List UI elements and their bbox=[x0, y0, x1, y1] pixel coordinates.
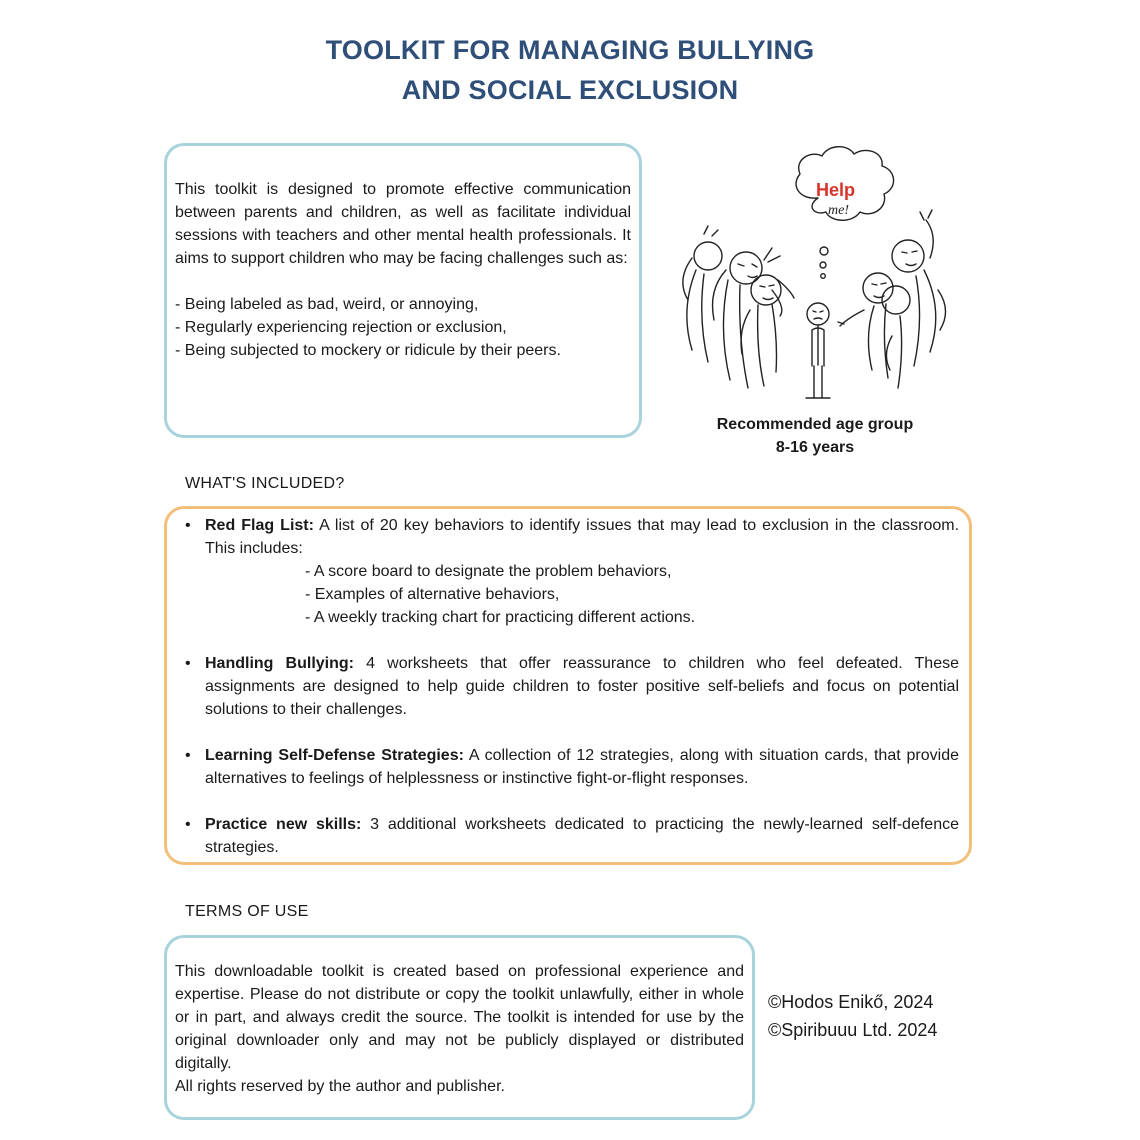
help-text: Help bbox=[816, 180, 856, 200]
included-heading: WHAT'S INCLUDED? bbox=[185, 475, 345, 492]
bullet: • bbox=[185, 816, 191, 833]
included-item-title: Handling Bullying: bbox=[205, 655, 354, 672]
intro-item: - Regularly experiencing rejection or exclusion, bbox=[175, 319, 507, 336]
terms-box bbox=[164, 935, 755, 1120]
included-item-red-flag bbox=[181, 514, 959, 629]
included-item-title: Learning Self-Defense Strategies: bbox=[205, 747, 464, 764]
central-child bbox=[806, 303, 830, 398]
copyright-publisher: ©Spiribuuu Ltd. 2024 bbox=[768, 1020, 938, 1040]
bullet: • bbox=[185, 517, 191, 534]
included-item-title: Red Flag List: bbox=[205, 517, 314, 534]
intro-item: - Being subjected to mockery or ridicule by their peers. bbox=[175, 342, 561, 359]
included-subitem: - A weekly tracking chart for practicing different actions. bbox=[305, 609, 696, 626]
copyright-block bbox=[768, 988, 937, 1044]
terms-paragraph: This downloadable toolkit is created based on professional experience and expertise. Please do not distribute or copy the toolkit unlawfully, either in whole or in part, and always credit the source. The toolkit is intended for use by the original downloader only and may not be publicly displayed or distributed digitally. bbox=[175, 963, 744, 1072]
included-item-self-defense bbox=[181, 744, 959, 790]
included-item-text: 4 worksheets that offer reassurance to children who feel defeated. These assignments are designed to help guide children to foster positive self-beliefs and focus on potential solutions to their challenges. bbox=[205, 655, 959, 718]
age-group bbox=[690, 413, 940, 459]
included-item-text: A list of 20 key behaviors to identify issues that may lead to exclusion in the classroom. This includes: bbox=[205, 517, 960, 557]
terms-rights: All rights reserved by the author and publisher. bbox=[175, 1078, 505, 1095]
me-text: me! bbox=[828, 203, 849, 218]
title-line-2: AND SOCIAL EXCLUSION bbox=[401, 75, 739, 105]
intro-box bbox=[164, 143, 642, 438]
included-subitem: - A score board to designate the problem behaviors, bbox=[305, 563, 672, 580]
included-item-text: 3 additional worksheets dedicated to practicing the newly-learned self-defence strategies. bbox=[205, 816, 959, 856]
included-item-practice bbox=[181, 813, 959, 859]
included-subitem: - Examples of alternative behaviors, bbox=[305, 586, 560, 603]
terms-heading: TERMS OF USE bbox=[185, 903, 309, 920]
thought-dot bbox=[820, 262, 826, 268]
copyright-author: ©Hodos Enikő, 2024 bbox=[768, 992, 934, 1012]
title-line-1: TOOLKIT FOR MANAGING BULLYING bbox=[325, 35, 815, 65]
left-group bbox=[683, 226, 794, 388]
intro-item: - Being labeled as bad, weird, or annoying, bbox=[175, 296, 479, 313]
page-title bbox=[0, 30, 1140, 110]
included-item-title: Practice new skills: bbox=[205, 816, 362, 833]
included-box bbox=[164, 506, 972, 865]
bullying-illustration bbox=[668, 140, 968, 405]
right-group bbox=[838, 210, 946, 388]
bullet: • bbox=[185, 747, 191, 764]
age-group-label: Recommended age group bbox=[716, 416, 914, 433]
age-group-value: 8-16 years bbox=[775, 439, 855, 456]
included-item-handling-bullying bbox=[181, 652, 959, 721]
bullet: • bbox=[185, 655, 191, 672]
included-item-text: A collection of 12 strategies, along with situation cards, that provide alternatives to feelings of helplessness or instinctive fight-or-flight responses. bbox=[205, 747, 960, 787]
thought-dot bbox=[821, 274, 826, 279]
intro-paragraph: This toolkit is designed to promote effective communication between parents and children, as well as facilitate individual sessions with teachers and other mental health professionals. It aims to support children who may be facing challenges such as: bbox=[175, 181, 631, 267]
thought-dot bbox=[820, 247, 828, 255]
